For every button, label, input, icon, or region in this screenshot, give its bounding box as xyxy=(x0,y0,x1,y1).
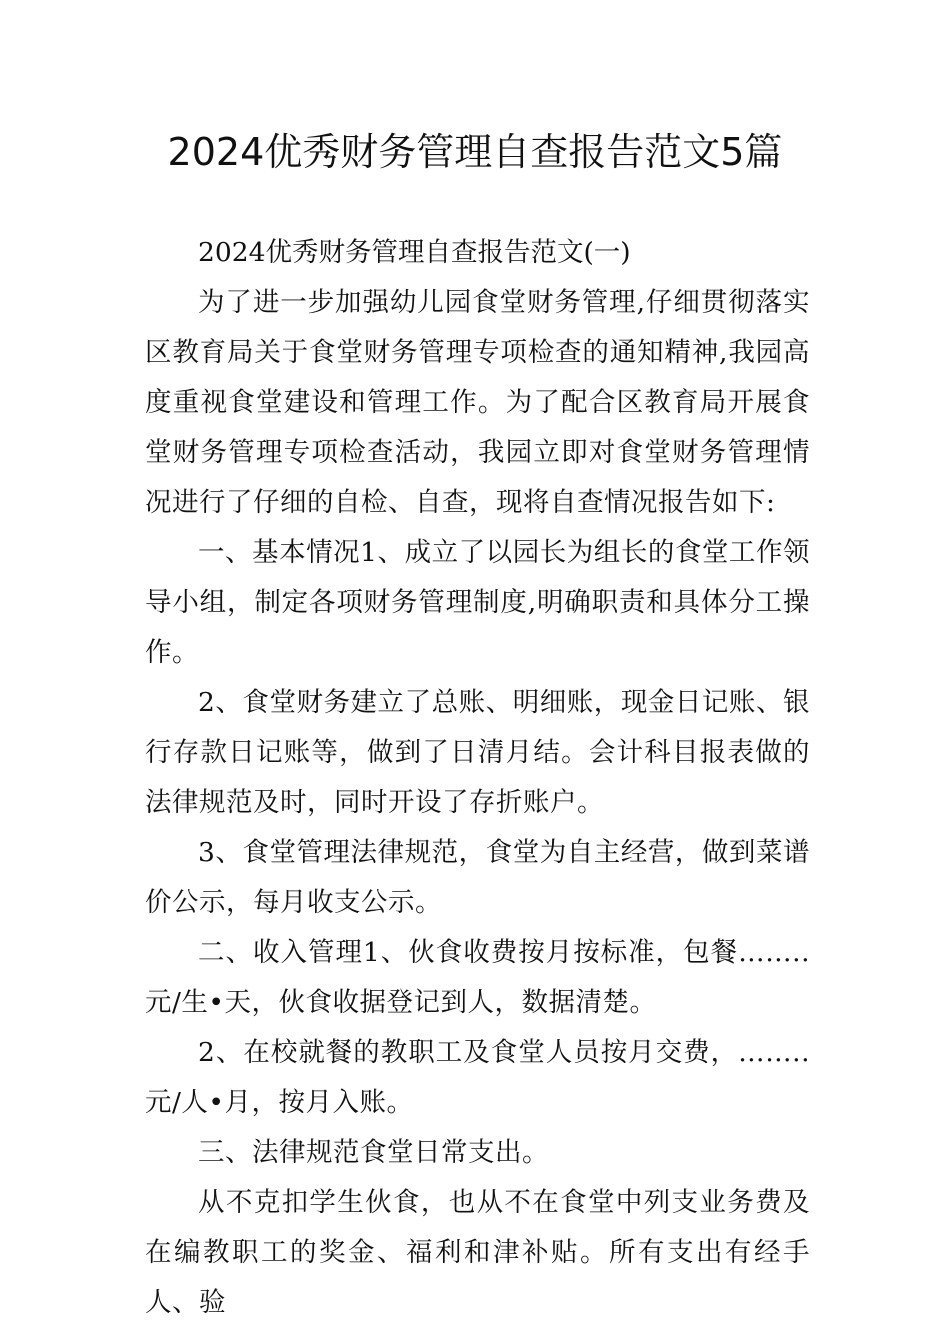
paragraph-basic-situation: 一、基本情况1、成立了以园长为组长的食堂工作领导小组，制定各项财务管理制度,明确职责和具体分工操作。 xyxy=(145,537,810,668)
paragraph-income-management: 二、收入管理1、伙食收费按月按标准，包餐……..元/生•天，伙食收据登记到人，数据清楚。 xyxy=(145,937,810,1018)
paragraph-canteen-management: 3、食堂管理法律规范，食堂为自主经营，做到菜谱价公示，每月收支公示。 xyxy=(145,837,810,918)
paragraph-intro: 为了进一步加强幼儿园食堂财务管理,仔细贯彻落实区教育局关于食堂财务管理专项检查的通知精神,我园高度重视食堂建设和管理工作。为了配合区教育局开展食堂财务管理专项检查活动，我园立即对食堂财务管理情况进行了仔细的自检、自查，现将自查情况报告如下: xyxy=(145,287,810,518)
document-body xyxy=(145,228,810,1328)
section-heading: 2024优秀财务管理自查报告范文(一) xyxy=(198,237,631,268)
paragraph-accounts: 2、食堂财务建立了总账、明细账，现金日记账、银行存款日记账等，做到了日清月结。会计科目报表做的法律规范及时，同时开设了存折账户。 xyxy=(145,687,810,818)
paragraph-expenditure-heading: 三、法律规范食堂日常支出。 xyxy=(198,1137,549,1168)
document-title: 2024优秀财务管理自查报告范文5篇 xyxy=(167,130,783,174)
paragraph-staff-fees: 2、在校就餐的教职工及食堂人员按月交费，……..元/人•月，按月入账。 xyxy=(145,1037,810,1118)
paragraph-expenditure: 从不克扣学生伙食，也从不在食堂中列支业务费及在编教职工的奖金、福利和津补贴。所有支出有经手人、验 xyxy=(145,1187,810,1318)
